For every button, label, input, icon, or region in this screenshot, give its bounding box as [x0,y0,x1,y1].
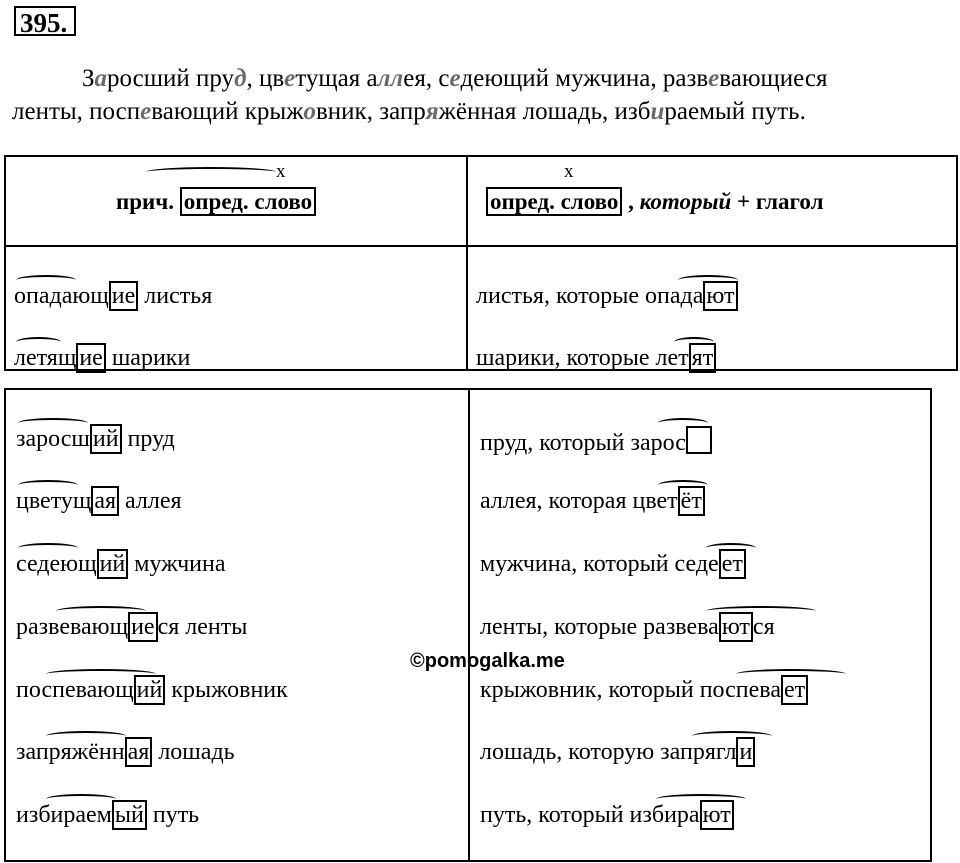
root-arc-mark [674,337,714,347]
root-arc-mark [56,606,146,616]
example-table [4,155,958,371]
root-arc-mark [16,275,76,285]
x-mark-right: x [564,161,574,182]
answer-row-1-left: заросш ий пруд [16,426,175,452]
root-arc-mark [706,606,816,616]
root-arc-mark [706,543,756,553]
answer-row-7-right: путь, который избира ют [480,802,734,829]
watermark: ©pomogalka.me [410,650,565,672]
root-arc-mark [658,418,708,428]
answer-row-2-left: цветущ ая аллея [16,488,182,514]
answer-row-5-right: крыжовник, который поспева ет [480,677,808,704]
exercise-text [12,62,956,128]
answer-row-1-right: пруд, который зарос [480,426,712,457]
root-arc-mark [736,669,846,679]
root-arc-mark [46,731,126,741]
root-arc-mark [46,669,156,679]
root-arc-mark [146,167,276,177]
answer-row-6-left: запряжённ ая лошадь [16,739,235,765]
root-arc-mark [678,275,738,285]
intro-line-2: ленты, поспевающий крыжовник, запряжённая лошадь, избираемый путь. [12,98,806,125]
header-divider [6,245,956,247]
answer-row-4-right: ленты, которые развева ют ся [480,614,775,640]
root-arc-mark [18,543,78,553]
example-row-2-left: летящ ие шарики [14,345,191,371]
answer-row-5-left: поспевающ ий крыжовник [16,677,288,703]
intro-line-1: Заросший пруд, цветущая аллея, седеющий мужчина, развевающиеся [82,65,828,92]
header-left: прич. опред. слово [116,189,316,215]
answer-row-2-right: аллея, которая цвет ёт [480,488,705,515]
answer-row-7-left: избираем ый путь [16,802,200,828]
example-row-2-right: шарики, которые лет ят [476,345,716,372]
root-arc-mark [692,731,772,741]
answer-row-3-left: седеющ ий мужчина [16,551,226,577]
empty-ending-box [686,426,712,454]
exercise-number: 395. [14,6,76,36]
x-mark: x [276,161,286,182]
example-row-1-right: листья, которые опада ют [476,283,738,310]
answer-table [4,388,932,862]
root-arc-mark [658,480,708,490]
header-right: опред. слово , который + глагол [486,189,824,215]
root-arc-mark [656,794,746,804]
root-arc-mark [18,480,78,490]
example-row-1-left: опадающ ие листья [14,283,213,309]
answer-row-3-right: мужчина, который седе ет [480,551,746,578]
answer-row-6-right: лошадь, которую запрягл и [480,739,755,766]
root-arc-mark [18,418,88,428]
root-arc-mark [16,337,61,347]
column-divider [468,390,470,860]
column-divider [466,157,468,369]
root-arc-mark [46,794,116,804]
answer-row-4-left: развевающ ие ся ленты [16,614,248,640]
